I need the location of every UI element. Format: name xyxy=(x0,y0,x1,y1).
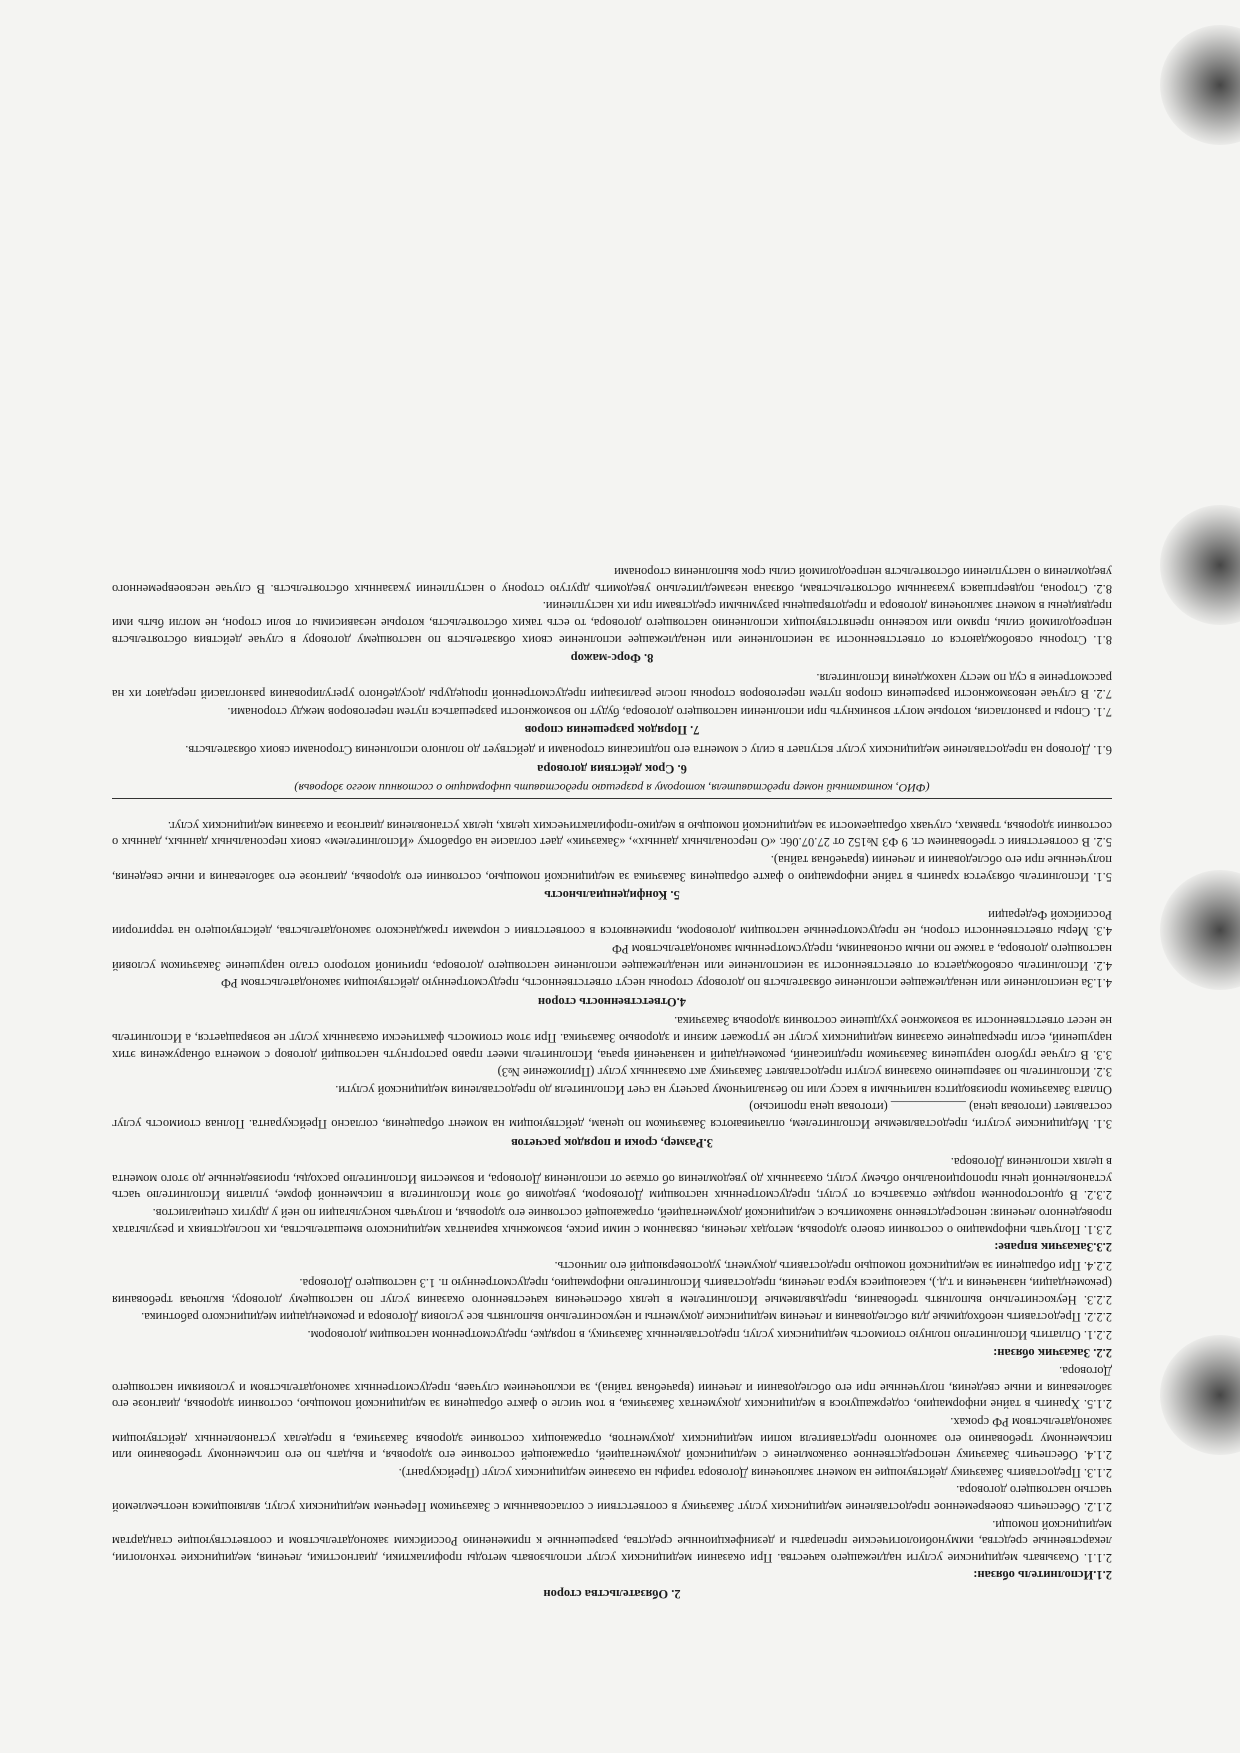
clause: 2.1.2. Обеспечить своевременное предоставление медицинских услуг Заказчику в соответствии с согласованным с Заказчиком Перечнем медицинских услуг, являющимся неотъемлемой частью настоящего договора. xyxy=(112,1483,1112,1515)
clause: 2.1.3. Предоставить Заказчику действующие на момент заключения Договора тарифы на оказание медицинских услуг (Прейскурант). xyxy=(398,1465,1112,1480)
clause: 3.2. Исполнитель по завершению оказания услуги предоставляет Заказчику акт оказанных услуг (Приложение №3) xyxy=(497,1065,1112,1080)
clause: 4.2. Исполнитель освобождается от ответственности за неисполнение или ненадлежащее исполнение настоящего договора, причиной которого стало нарушение Заказчиком условий настоящего договора, а также по иным основаниям, предусмотренным законодательством РФ xyxy=(112,942,1112,973)
clause: 6.1. Договор на предоставление медицинских услуг вступает в силу с момента его подписания сторонами и действует до полного исполнения Сторонами своих обязательств. xyxy=(185,743,1112,758)
section-6-title: 6. Срок действия договора xyxy=(537,761,687,776)
clause: 4.1.За неисполнение или ненадлежащее исполнение обязательств по договору стороны несут ответственность, предусмотренную действующим законодательством РФ xyxy=(220,976,1112,991)
clause: 7.1. Споры и разногласия, которые могут возникнуть при исполнении настоящего договора, будут по возможности разрешаться путем переговоров между сторонами. xyxy=(227,704,1112,719)
section-3-title: 3.Размер, сроки и порядок расчетов xyxy=(511,1135,713,1150)
section-2-title: 2. Обязательства сторон xyxy=(543,1587,681,1601)
clause: 2.1.4. Обеспечить Заказчику непосредственное ознакомление с медицинской документацией, отражающей состояние его здоровья, и выдать по его письменному требованию или письменному требованию его законного представителя копии медицинских документов, отражающих состояние здоровья Заказчика, в пределах установленных действующим законодательством РФ сроках. xyxy=(112,1415,1112,1463)
clause: 2.3.2. В одностороннем порядке отказаться от услуг, предусмотренных настоящим Договором, уведомив об этом Исполнителя в письменной форме, уплатив Исполнителю часть установленной цены пропорционально объему услуг, оказанных до уведомления об отказе от исполнения Договора, и возместив Исполнителю расходы, произведенные до этого момента в целях исполнения Договора. xyxy=(112,1155,1112,1203)
client-rights-title: 2.3.Заказчик вправе: xyxy=(994,1240,1112,1255)
executor-obligations-title: 2.1.Исполнитель обязан: xyxy=(973,1568,1112,1583)
clause: 2.1.1. Оказывать медицинские услуги надлежащего качества. При оказании медицинских услуг использовать методы профилактики, диагностики, лечения, медицинские технологии, лекарственные средства, иммунобиологические препараты и дезинфекционные средства, разрешенные к применению Российским законодательством и соответствующие стандартам медицинской помощи. xyxy=(112,1517,1112,1565)
clause: 2.1.5. Хранить в тайне информацию, содержащуюся в медицинских документах Заказчика, в том числе о факте обращения за медицинской помощью, состоянии здоровья, диагнозе его заболевания и иные сведения, полученные при его обследовании и лечении (врачебная тайна), за исключением случаев, предусмотренных законодательством и условиями настоящего Договора. xyxy=(112,1364,1112,1412)
clause: 8.1. Стороны освобождаются от ответственности за неисполнение или ненадлежащее исполнение своих обязательств по настоящему договору в случае действия обстоятельств непреодолимой силы, прямо или косвенно препятствующих исполнению настоящего договора, то есть таких обстоятельств, которые независимы от воли сторон, не могли быть ими предвидены в момент заключения договора и предотвращены разумными средствами при их наступлении. xyxy=(112,599,1112,647)
section-7-title: 7. Порядок разрешения споров xyxy=(524,723,700,738)
section-5-title: 5. Конфиденциальность xyxy=(544,888,680,903)
client-obligations-title: 2.2. Заказчик обязан: xyxy=(993,1345,1112,1360)
clause: 8.2. Сторона, подвергшаяся указанным обстоятельствам, обязана незамедлительно уведомить другую сторону о наступлении указанных обстоятельств. В случае несвоевременного уведомления о наступлении обстоятельств непреодолимой силы срок выполнения сторонами xyxy=(112,565,1112,596)
clause: 7.2. В случае невозможности разрешения споров путем переговоров стороны после реализации предусмотренной процедуры досудебного урегулирования разногласий передают их на рассмотрение в суд по месту нахождения Исполнителя. xyxy=(112,670,1112,702)
section-8-title: 8. Форс-мажор xyxy=(570,651,654,666)
representative-hint: (ФИО, контактный номер представителя, которому я разрешаю предоставить информацию о состоянии моего здоровья) xyxy=(294,781,930,796)
section-4-title: 4.Ответственность сторон xyxy=(537,994,687,1009)
clause: 2.2.3. Неукоснительно выполнять требования, предъявляемые Исполнителем в целях обеспечения качественного оказания услуг по настоящему договору, включая требования (рекомендации, назначения и т.д.), касающиеся курса лечения, предоставить Исполнителю информацию, предусмотренную п. 1.3 настоящего Договора. xyxy=(112,1276,1112,1307)
clause: 3.3. В случае грубого нарушения Заказчиком предписаний, рекомендаций и назначений врача, Исполнитель имеет право расторгнуть настоящий договор с момента обнаружения этих нарушений, если прекращение оказания медицинских услуг не угрожает жизни и здоровью Заказчика. При этом стоимость фактически оказанных услуг не возвращается, а Исполнитель не несет ответственности за возможное ухудшение состояния здоровья Заказчика. xyxy=(112,1014,1112,1062)
clause: 2.2.2. Предоставить необходимые для обследования и лечения медицинские документы и неукоснительно выполнять все условия Договора и рекомендации медицинского работника. xyxy=(141,1310,1112,1325)
document-body xyxy=(112,563,1112,1605)
representative-blank-line xyxy=(112,798,1112,813)
clause: 4.3. Меры ответственности сторон, не предусмотренные настоящим договором, применяются в соответствии с нормами гражданского законодательства, действующего на территории Российской Федерации xyxy=(112,907,1112,939)
clause: Оплата Заказчиком производится наличными в кассу или по безналичному расчету на счет Исполнителя до предоставления медицинской услуги. xyxy=(335,1082,1112,1097)
clause: 5.1. Исполнитель обязуется хранить в тайне информацию о факте обращения Заказчика за медицинской помощью, состоянии его здоровья, диагнозе его заболевания и иные сведения, полученные при его обследовании и лечении (врачебная тайна). xyxy=(112,853,1112,884)
clause: 2.2.4. При обращении за медицинской помощью предоставить документ, удостоверяющий его личность. xyxy=(554,1258,1112,1273)
clause: 3.1. Медицинские услуги, предоставляемые Исполнителем, оплачиваются Заказчиком по ценам, действующим на момент обращения, согласно Прейскуранта. Полная стоимость услуг составляет (итоговая цена) ____________ (итоговая цена прописью) xyxy=(112,1100,1112,1131)
clause: 5.2. В соответствии с требованием ст. 9 ФЗ №152 от 27.07.06г. «О персональных данных», «Заказчик» дает согласие на обработку «Исполнителем» своих персональных данных, данных о состоянии здоровья, травмах, случаях обращаемости за медицинской помощью в медико-профилактических целях, целях установления диагноза и оказания медицинских услуг. xyxy=(112,818,1112,850)
clause: 2.3.1. Получать информацию о состоянии своего здоровья, методах лечения, связанном с ними риске, возможных вариантах медицинского вмешательства, их последствиях и результатах проведенного лечения: непосредственно знакомиться с медицинской документацией, отражающей состояние его здоровья, и получать консультации по ней у других специалистов. xyxy=(112,1205,1112,1237)
clause: 2.2.1. Оплатить Исполнителю полную стоимость медицинских услуг, предоставленных Заказчику, в порядке, предусмотренном настоящим договором. xyxy=(307,1328,1112,1343)
